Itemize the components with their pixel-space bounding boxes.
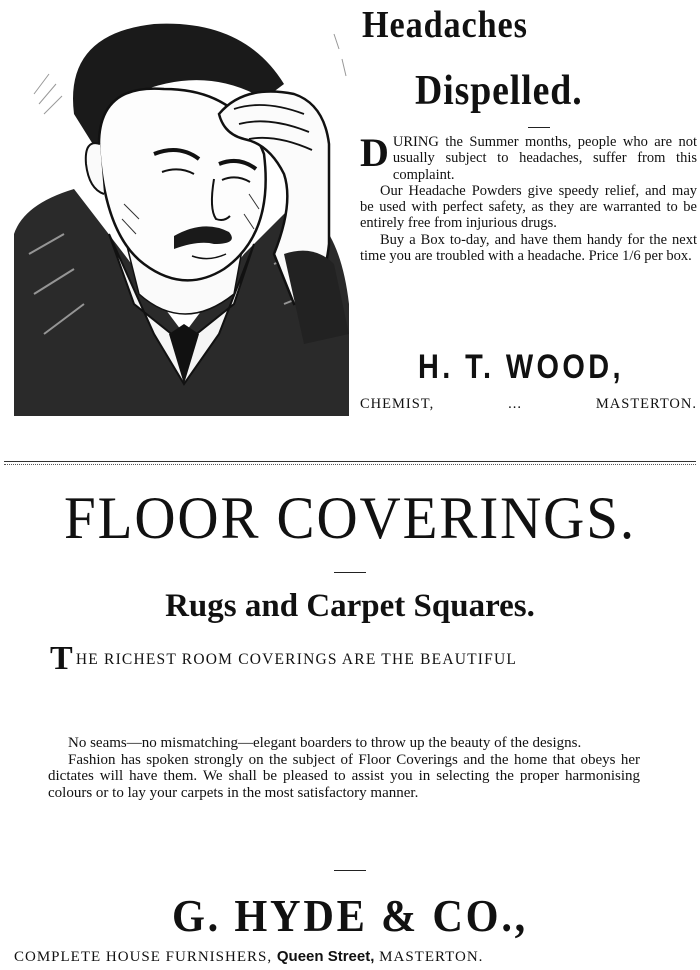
ad-title-line-1: Headaches <box>362 4 528 46</box>
intro-line-text: HE RICHEST ROOM COVERINGS ARE THE BEAUTIFUL <box>75 651 518 668</box>
footer-street: Queen Street, <box>276 948 375 965</box>
business-footer <box>14 948 686 966</box>
advert-separator <box>4 461 696 465</box>
man-with-headache-illustration <box>4 4 354 416</box>
address-separator: ... <box>508 396 522 412</box>
business-name: H. T. WOOD, <box>418 348 624 386</box>
footer-town: MASTERTON. <box>379 949 484 965</box>
address-profession: CHEMIST, <box>360 396 435 412</box>
ad-body-text <box>48 735 640 801</box>
heading-rule <box>334 572 366 573</box>
body-paragraph-1: No seams—no mismatching—elegant boarders to throw up the beauty of the designs. <box>68 735 582 751</box>
business-name: G. HYDE & CO., <box>171 890 529 941</box>
paragraph-1-text: URING the Summer months, people who are not usually subject to headaches, suffer from this complaint. <box>392 134 697 183</box>
name-rule <box>334 870 366 871</box>
paragraph-1 <box>360 130 697 183</box>
ad-body-text <box>360 130 697 265</box>
address-town: MASTERTON. <box>595 396 697 412</box>
business-address <box>360 396 697 413</box>
ad-heading: FLOOR COVERINGS. <box>64 485 636 551</box>
title-rule <box>528 127 550 128</box>
paragraph-2: Our Headache Powders give speedy relief, and may be used with perfect safety, as they are warranted to be entirely free from injurious drugs. <box>360 182 697 232</box>
intro-line <box>50 640 650 677</box>
body-paragraph-2: Fashion has spoken strongly on the subject of Floor Coverings and the home that obeys her dictates will have them. We shall be pleased to assist you in selecting the proper harmonising colours or to lay your carpets in the most satisfactory manner. <box>48 751 640 801</box>
drop-cap: T <box>50 640 74 677</box>
ad-subheading: Rugs and Carpet Squares. <box>165 588 535 624</box>
footer-description: COMPLETE HOUSE FURNISHERS, <box>14 949 273 965</box>
ad-title-line-2: Dispelled. <box>415 68 583 114</box>
paragraph-3: Buy a Box to-day, and have them handy for the next time you are troubled with a headache. Price 1/6 per box. <box>360 231 697 265</box>
drop-cap: D <box>360 130 389 175</box>
